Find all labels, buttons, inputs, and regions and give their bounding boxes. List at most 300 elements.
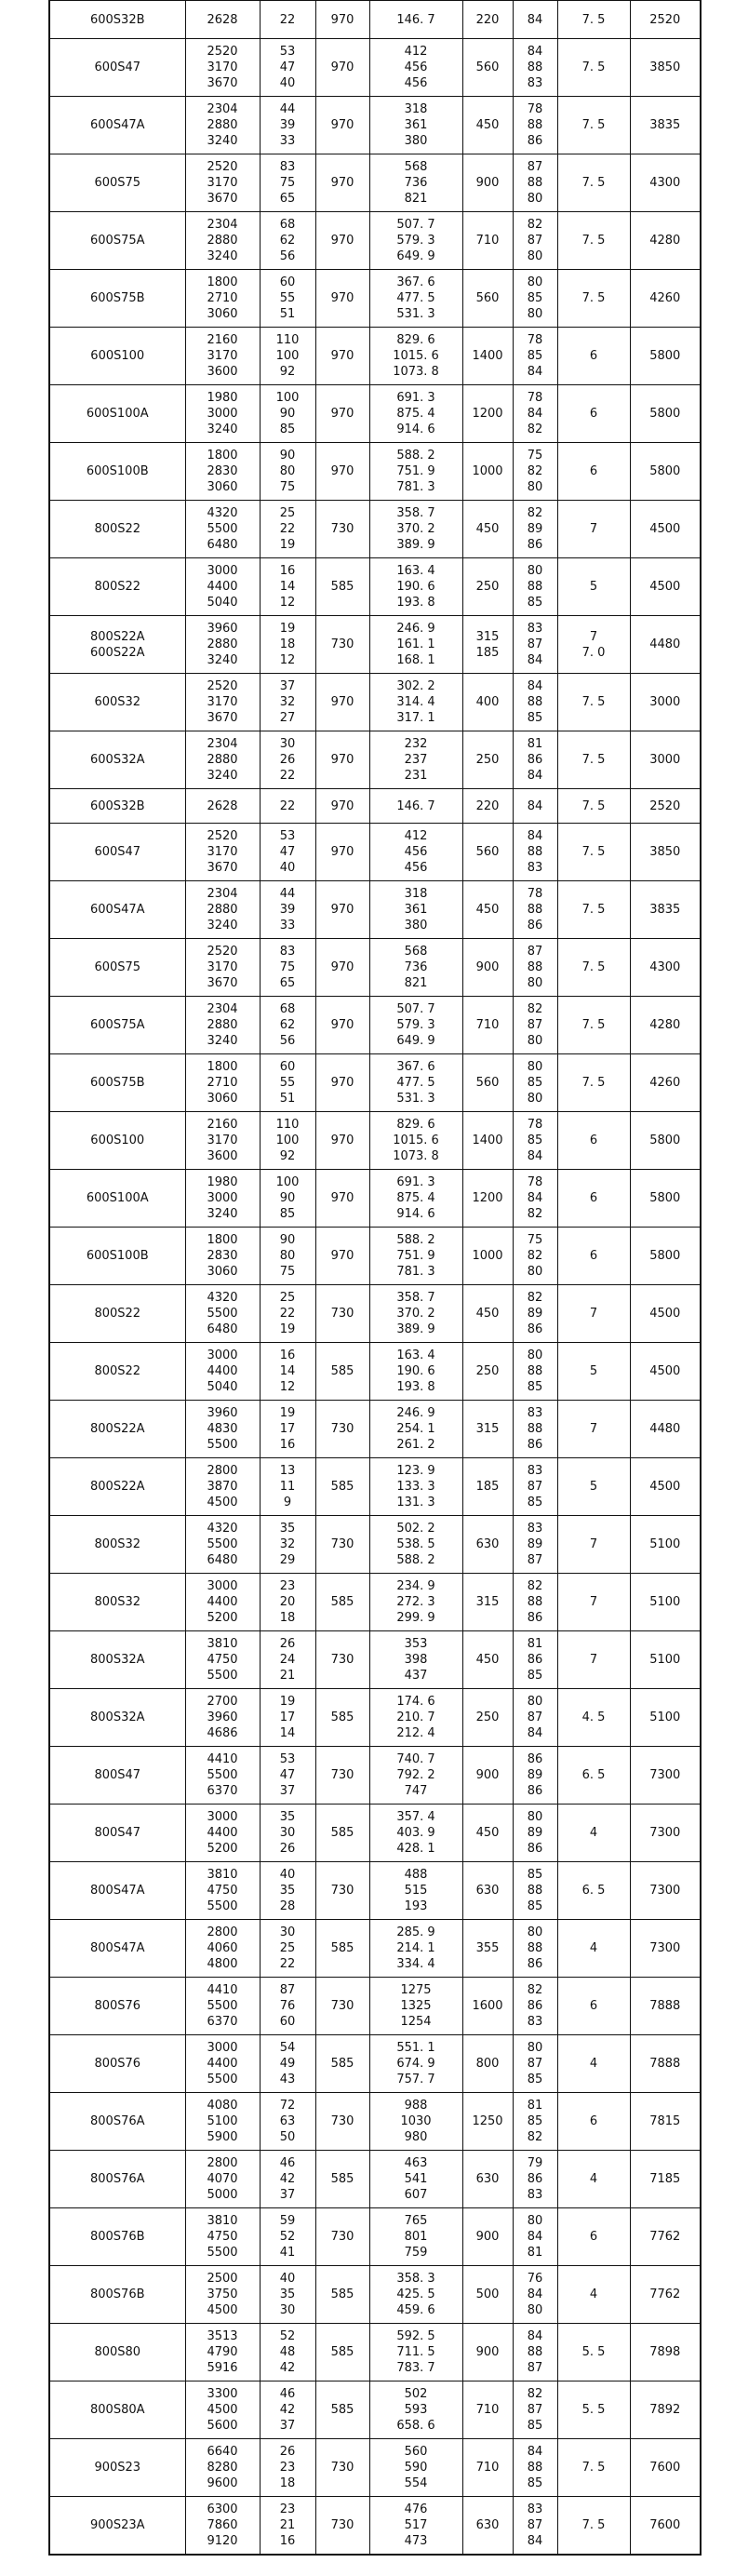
cell-line: 41 bbox=[279, 2246, 296, 2260]
cell-line: 710 bbox=[475, 1018, 500, 1032]
cell-line: 3835 bbox=[649, 118, 681, 132]
table-row bbox=[49, 824, 701, 881]
shaft-power-cell bbox=[369, 731, 462, 789]
head-cell bbox=[260, 1862, 315, 1920]
cell-line: 84 bbox=[527, 653, 543, 667]
motor-power-cell bbox=[462, 1978, 513, 2035]
cell-line: 5800 bbox=[649, 1191, 681, 1205]
npsh-cell bbox=[557, 1805, 630, 1862]
npsh-cell bbox=[557, 1978, 630, 2035]
cell-line: 3240 bbox=[207, 1034, 238, 1048]
cell-line: 4080 bbox=[207, 2099, 238, 2113]
speed-cell bbox=[315, 1054, 369, 1112]
cell-line: 83 bbox=[527, 861, 543, 875]
cell-line: 5500 bbox=[207, 1438, 238, 1452]
cell-line: 7. 5 bbox=[581, 234, 606, 248]
cell-line: 47 bbox=[279, 1768, 296, 1782]
cell-line: 32 bbox=[279, 695, 296, 709]
cell-line: 970 bbox=[330, 407, 354, 421]
weight-cell bbox=[630, 674, 701, 731]
cell-line: 75 bbox=[527, 1233, 543, 1247]
cell-line: 730 bbox=[330, 1653, 354, 1667]
cell-line: 560 bbox=[475, 60, 500, 74]
shaft-power-cell bbox=[369, 2497, 462, 2555]
motor-power-cell bbox=[462, 1805, 513, 1862]
cell-line: 63 bbox=[279, 2114, 296, 2128]
npsh-cell bbox=[557, 1747, 630, 1805]
motor-power-cell bbox=[462, 2208, 513, 2266]
cell-line: 7600 bbox=[649, 2517, 681, 2532]
cell-line: 6 bbox=[589, 2114, 598, 2128]
cell-line: 1015. 6 bbox=[393, 1134, 439, 1147]
shaft-power-cell bbox=[369, 385, 462, 443]
cell-line: 60 bbox=[279, 275, 296, 289]
cell-line: 163. 4 bbox=[396, 564, 435, 578]
speed-cell bbox=[315, 1689, 369, 1747]
cell-line: 7 bbox=[589, 1307, 598, 1321]
shaft-power-cell bbox=[369, 824, 462, 881]
cell-line: 515 bbox=[404, 1884, 428, 1898]
cell-line: 585 bbox=[330, 1711, 354, 1724]
cell-line: 7898 bbox=[649, 2345, 681, 2359]
cell-line: 4410 bbox=[207, 1752, 238, 1766]
cell-line: 90 bbox=[279, 407, 296, 421]
cell-line: 55 bbox=[279, 291, 296, 305]
cell-line: 3240 bbox=[207, 769, 238, 783]
flow-cell bbox=[185, 731, 260, 789]
speed-cell bbox=[315, 1228, 369, 1285]
cell-line: 551. 1 bbox=[396, 2041, 435, 2055]
cell-line: 87 bbox=[527, 2057, 543, 2071]
model-cell bbox=[49, 1978, 185, 2035]
weight-cell bbox=[630, 1574, 701, 1631]
motor-power-cell bbox=[462, 2324, 513, 2381]
cell-line: 4500 bbox=[649, 1307, 681, 1321]
speed-cell bbox=[315, 1, 369, 39]
cell-line: 800S22A bbox=[90, 1480, 145, 1494]
model-cell bbox=[49, 558, 185, 616]
cell-line: 1980 bbox=[207, 391, 238, 405]
cell-line: 450 bbox=[475, 903, 500, 917]
model-cell bbox=[49, 1689, 185, 1747]
cell-line: 900 bbox=[475, 2230, 500, 2244]
cell-line: 3000 bbox=[207, 1191, 238, 1205]
cell-line: 600S32B bbox=[89, 798, 145, 813]
cell-line: 1980 bbox=[207, 1175, 238, 1189]
cell-line: 234. 9 bbox=[396, 1579, 435, 1593]
cell-line: 5. 5 bbox=[581, 2403, 606, 2417]
cell-line: 84 bbox=[527, 407, 543, 421]
weight-cell bbox=[630, 1170, 701, 1228]
cell-line: 590 bbox=[404, 2461, 428, 2475]
cell-line: 4500 bbox=[649, 522, 681, 536]
cell-line: 7 bbox=[589, 522, 598, 536]
motor-power-cell bbox=[462, 1112, 513, 1170]
shaft-power-cell bbox=[369, 2093, 462, 2151]
cell-line: 4400 bbox=[207, 2057, 238, 2071]
efficiency-cell bbox=[513, 328, 557, 385]
cell-line: 914. 6 bbox=[396, 423, 435, 436]
cell-line: 7. 5 bbox=[581, 291, 606, 305]
cell-line: 630 bbox=[475, 1537, 500, 1551]
cell-line: 86 bbox=[527, 1653, 543, 1667]
table-row bbox=[49, 1112, 701, 1170]
cell-line: 3000 bbox=[207, 564, 238, 578]
cell-line: 380 bbox=[404, 134, 428, 148]
table-row bbox=[49, 1, 701, 39]
cell-line: 85 bbox=[527, 2114, 543, 2128]
cell-line: 80 bbox=[527, 2041, 543, 2055]
cell-line: 3000 bbox=[649, 695, 681, 709]
efficiency-cell bbox=[513, 212, 557, 270]
speed-cell bbox=[315, 997, 369, 1054]
cell-line: 80 bbox=[527, 1060, 543, 1074]
cell-line: 1800 bbox=[207, 1233, 238, 1247]
cell-line: 4400 bbox=[207, 1595, 238, 1609]
model-cell bbox=[49, 1862, 185, 1920]
head-cell bbox=[260, 501, 315, 558]
cell-line: 585 bbox=[330, 580, 354, 594]
cell-line: 585 bbox=[330, 2172, 354, 2186]
cell-line: 4280 bbox=[649, 1018, 681, 1032]
head-cell bbox=[260, 1631, 315, 1689]
cell-line: 232 bbox=[404, 737, 428, 751]
cell-line: 592. 5 bbox=[396, 2329, 435, 2343]
cell-line: 5500 bbox=[207, 1669, 238, 1683]
flow-cell bbox=[185, 1516, 260, 1574]
cell-line: 1000 bbox=[472, 1249, 503, 1263]
cell-line: 1800 bbox=[207, 1060, 238, 1074]
cell-line: 6480 bbox=[207, 1553, 238, 1567]
cell-line: 100 bbox=[275, 349, 300, 363]
cell-line: 875. 4 bbox=[396, 1191, 435, 1205]
cell-line: 4750 bbox=[207, 1884, 238, 1898]
cell-line: 4320 bbox=[207, 1291, 238, 1305]
cell-line: 78 bbox=[527, 102, 543, 116]
model-cell bbox=[49, 789, 185, 824]
cell-line: 800S32A bbox=[90, 1653, 145, 1667]
speed-cell bbox=[315, 939, 369, 997]
cell-line: 315 bbox=[475, 1595, 500, 1609]
shaft-power-cell bbox=[369, 1747, 462, 1805]
cell-line: 87 bbox=[527, 234, 543, 248]
cell-line: 980 bbox=[404, 2130, 428, 2144]
model-cell bbox=[49, 443, 185, 501]
flow-cell bbox=[185, 1862, 260, 1920]
speed-cell bbox=[315, 501, 369, 558]
cell-line: 531. 3 bbox=[396, 307, 435, 321]
cell-line: 24 bbox=[279, 1653, 296, 1667]
cell-line: 5100 bbox=[207, 2114, 238, 2128]
efficiency-cell bbox=[513, 616, 557, 674]
cell-line: 3670 bbox=[207, 711, 238, 725]
cell-line: 5100 bbox=[649, 1595, 681, 1609]
efficiency-cell bbox=[513, 2093, 557, 2151]
cell-line: 89 bbox=[527, 1826, 543, 1840]
cell-line: 68 bbox=[279, 218, 296, 232]
cell-line: 7. 5 bbox=[581, 960, 606, 974]
cell-line: 110 bbox=[275, 333, 300, 347]
cell-line: 600S47 bbox=[94, 60, 141, 74]
cell-line: 600S100A bbox=[86, 407, 149, 421]
cell-line: 970 bbox=[330, 234, 354, 248]
cell-line: 585 bbox=[330, 2403, 354, 2417]
cell-line: 90 bbox=[279, 449, 296, 463]
cell-line: 3170 bbox=[207, 1134, 238, 1147]
model-cell bbox=[49, 1112, 185, 1170]
cell-line: 988 bbox=[404, 2099, 428, 2113]
model-cell bbox=[49, 2439, 185, 2497]
speed-cell bbox=[315, 1343, 369, 1401]
weight-cell bbox=[630, 328, 701, 385]
cell-line: 1400 bbox=[472, 1134, 503, 1147]
cell-line: 14 bbox=[279, 580, 296, 594]
table-row bbox=[49, 939, 701, 997]
table-row bbox=[49, 1285, 701, 1343]
cell-line: 51 bbox=[279, 1092, 296, 1106]
cell-line: 710 bbox=[475, 2403, 500, 2417]
weight-cell bbox=[630, 97, 701, 154]
flow-cell bbox=[185, 2381, 260, 2439]
head-cell bbox=[260, 154, 315, 212]
npsh-cell bbox=[557, 1689, 630, 1747]
cell-line: 380 bbox=[404, 919, 428, 932]
cell-line: 5200 bbox=[207, 1842, 238, 1856]
cell-line: 22 bbox=[279, 522, 296, 536]
cell-line: 358. 7 bbox=[396, 506, 435, 520]
cell-line: 85 bbox=[527, 1076, 543, 1090]
npsh-cell bbox=[557, 1862, 630, 1920]
cell-line: 317. 1 bbox=[396, 711, 435, 725]
weight-cell bbox=[630, 2208, 701, 2266]
head-cell bbox=[260, 2381, 315, 2439]
cell-line: 1073. 8 bbox=[393, 1149, 439, 1163]
cell-line: 2880 bbox=[207, 903, 238, 917]
weight-cell bbox=[630, 1862, 701, 1920]
cell-line: 488 bbox=[404, 1868, 428, 1882]
cell-line: 6 bbox=[589, 1134, 598, 1147]
cell-line: 3060 bbox=[207, 1265, 238, 1279]
weight-cell bbox=[630, 270, 701, 328]
cell-line: 1325 bbox=[400, 1999, 432, 2013]
cell-line: 59 bbox=[279, 2214, 296, 2228]
flow-cell bbox=[185, 1978, 260, 2035]
cell-line: 85 bbox=[527, 596, 543, 610]
shaft-power-cell bbox=[369, 2151, 462, 2208]
cell-line: 84 bbox=[527, 1149, 543, 1163]
cell-line: 507. 7 bbox=[396, 218, 435, 232]
cell-line: 3670 bbox=[207, 976, 238, 990]
cell-line: 5500 bbox=[207, 1899, 238, 1913]
cell-line: 84 bbox=[527, 679, 543, 693]
weight-cell bbox=[630, 2381, 701, 2439]
speed-cell bbox=[315, 212, 369, 270]
cell-line: 80 bbox=[279, 464, 296, 478]
cell-line: 56 bbox=[279, 249, 296, 263]
motor-power-cell bbox=[462, 328, 513, 385]
cell-line: 52 bbox=[279, 2329, 296, 2343]
head-cell bbox=[260, 385, 315, 443]
weight-cell bbox=[630, 1631, 701, 1689]
cell-line: 5600 bbox=[207, 2419, 238, 2433]
head-cell bbox=[260, 1978, 315, 2035]
speed-cell bbox=[315, 443, 369, 501]
efficiency-cell bbox=[513, 674, 557, 731]
cell-line: 600S100B bbox=[86, 464, 149, 478]
model-cell bbox=[49, 2035, 185, 2093]
model-cell bbox=[49, 385, 185, 443]
cell-line: 579. 3 bbox=[396, 1018, 435, 1032]
cell-line: 4750 bbox=[207, 2230, 238, 2244]
cell-line: 54 bbox=[279, 2041, 296, 2055]
model-cell bbox=[49, 501, 185, 558]
cell-line: 560 bbox=[475, 1076, 500, 1090]
flow-cell bbox=[185, 1170, 260, 1228]
cell-line: 65 bbox=[279, 192, 296, 206]
speed-cell bbox=[315, 1978, 369, 2035]
flow-cell bbox=[185, 1, 260, 39]
cell-line: 7. 5 bbox=[581, 1076, 606, 1090]
cell-line: 970 bbox=[330, 349, 354, 363]
cell-line: 630 bbox=[475, 2517, 500, 2532]
cell-line: 800S22A bbox=[90, 1422, 145, 1436]
cell-line: 80 bbox=[527, 1695, 543, 1709]
npsh-cell bbox=[557, 1054, 630, 1112]
cell-line: 78 bbox=[527, 391, 543, 405]
shaft-power-cell bbox=[369, 2439, 462, 2497]
cell-line: 146. 7 bbox=[396, 12, 435, 27]
cell-line: 46 bbox=[279, 2156, 296, 2170]
table-row bbox=[49, 2093, 701, 2151]
cell-line: 48 bbox=[279, 2345, 296, 2359]
model-cell bbox=[49, 1920, 185, 1978]
weight-cell bbox=[630, 939, 701, 997]
head-cell bbox=[260, 2266, 315, 2324]
table-row bbox=[49, 1516, 701, 1574]
speed-cell bbox=[315, 2324, 369, 2381]
cell-line: 970 bbox=[330, 176, 354, 190]
cell-line: 2710 bbox=[207, 291, 238, 305]
table-row bbox=[49, 270, 701, 328]
cell-line: 2520 bbox=[207, 45, 238, 59]
efficiency-cell bbox=[513, 2035, 557, 2093]
cell-line: 30 bbox=[279, 1826, 296, 1840]
cell-line: 2710 bbox=[207, 1076, 238, 1090]
cell-line: 5800 bbox=[649, 1134, 681, 1147]
table-row bbox=[49, 1747, 701, 1805]
model-cell bbox=[49, 1170, 185, 1228]
cell-line: 88 bbox=[527, 118, 543, 132]
table-row bbox=[49, 385, 701, 443]
cell-line: 83 bbox=[527, 1522, 543, 1536]
speed-cell bbox=[315, 385, 369, 443]
cell-line: 82 bbox=[527, 1579, 543, 1593]
cell-line: 821 bbox=[404, 192, 428, 206]
cell-line: 47 bbox=[279, 60, 296, 74]
cell-line: 100 bbox=[275, 1175, 300, 1189]
cell-line: 800S76A bbox=[90, 2114, 145, 2128]
cell-line: 970 bbox=[330, 798, 354, 813]
cell-line: 5. 5 bbox=[581, 2345, 606, 2359]
cell-line: 21 bbox=[279, 1669, 296, 1683]
speed-cell bbox=[315, 2266, 369, 2324]
flow-cell bbox=[185, 2093, 260, 2151]
cell-line: 5040 bbox=[207, 1380, 238, 1394]
table-row bbox=[49, 328, 701, 385]
cell-line: 3170 bbox=[207, 349, 238, 363]
cell-line: 25 bbox=[279, 506, 296, 520]
npsh-cell bbox=[557, 2381, 630, 2439]
cell-line: 80 bbox=[527, 192, 543, 206]
cell-line: 146. 7 bbox=[396, 798, 435, 813]
cell-line: 507. 7 bbox=[396, 1002, 435, 1016]
cell-line: 357. 4 bbox=[396, 1810, 435, 1824]
cell-line: 3000 bbox=[207, 1579, 238, 1593]
cell-line: 7. 5 bbox=[581, 753, 606, 767]
cell-line: 757. 7 bbox=[396, 2073, 435, 2086]
cell-line: 3000 bbox=[207, 1810, 238, 1824]
cell-line: 730 bbox=[330, 522, 354, 536]
cell-line: 900S23 bbox=[94, 2461, 141, 2475]
cell-line: 585 bbox=[330, 2345, 354, 2359]
head-cell bbox=[260, 616, 315, 674]
cell-line: 4480 bbox=[649, 1422, 681, 1436]
motor-power-cell bbox=[462, 501, 513, 558]
cell-line: 800S76A bbox=[90, 2172, 145, 2186]
cell-line: 13 bbox=[279, 1464, 296, 1478]
cell-line: 185 bbox=[475, 645, 500, 660]
cell-line: 600S75 bbox=[94, 960, 141, 974]
cell-line: 86 bbox=[527, 538, 543, 552]
cell-line: 437 bbox=[404, 1669, 428, 1683]
cell-line: 736 bbox=[404, 176, 428, 190]
cell-line: 18 bbox=[279, 2476, 296, 2490]
npsh-cell bbox=[557, 789, 630, 824]
cell-line: 800S22 bbox=[94, 1364, 141, 1378]
shaft-power-cell bbox=[369, 2381, 462, 2439]
speed-cell bbox=[315, 154, 369, 212]
weight-cell bbox=[630, 1285, 701, 1343]
cell-line: 3000 bbox=[207, 1348, 238, 1362]
cell-line: 783. 7 bbox=[396, 2361, 435, 2375]
efficiency-cell bbox=[513, 2151, 557, 2208]
cell-line: 82 bbox=[527, 1207, 543, 1221]
flow-cell bbox=[185, 2266, 260, 2324]
model-cell bbox=[49, 212, 185, 270]
cell-line: 658. 6 bbox=[396, 2419, 435, 2433]
cell-line: 593 bbox=[404, 2403, 428, 2417]
table-row bbox=[49, 616, 701, 674]
cell-line: 456 bbox=[404, 861, 428, 875]
motor-power-cell bbox=[462, 2497, 513, 2555]
cell-line: 52 bbox=[279, 2230, 296, 2244]
cell-line: 3810 bbox=[207, 2214, 238, 2228]
cell-line: 800S76B bbox=[89, 2230, 145, 2244]
npsh-cell bbox=[557, 1228, 630, 1285]
cell-line: 11 bbox=[279, 1480, 296, 1494]
speed-cell bbox=[315, 1285, 369, 1343]
cell-line: 6 bbox=[589, 1999, 598, 2013]
motor-power-cell bbox=[462, 939, 513, 997]
cell-line: 400 bbox=[475, 695, 500, 709]
cell-line: 4400 bbox=[207, 580, 238, 594]
model-cell bbox=[49, 1285, 185, 1343]
cell-line: 2628 bbox=[207, 12, 238, 27]
table-row bbox=[49, 2035, 701, 2093]
cell-line: 649. 9 bbox=[396, 249, 435, 263]
shaft-power-cell bbox=[369, 1862, 462, 1920]
cell-line: 7 bbox=[589, 1653, 598, 1667]
